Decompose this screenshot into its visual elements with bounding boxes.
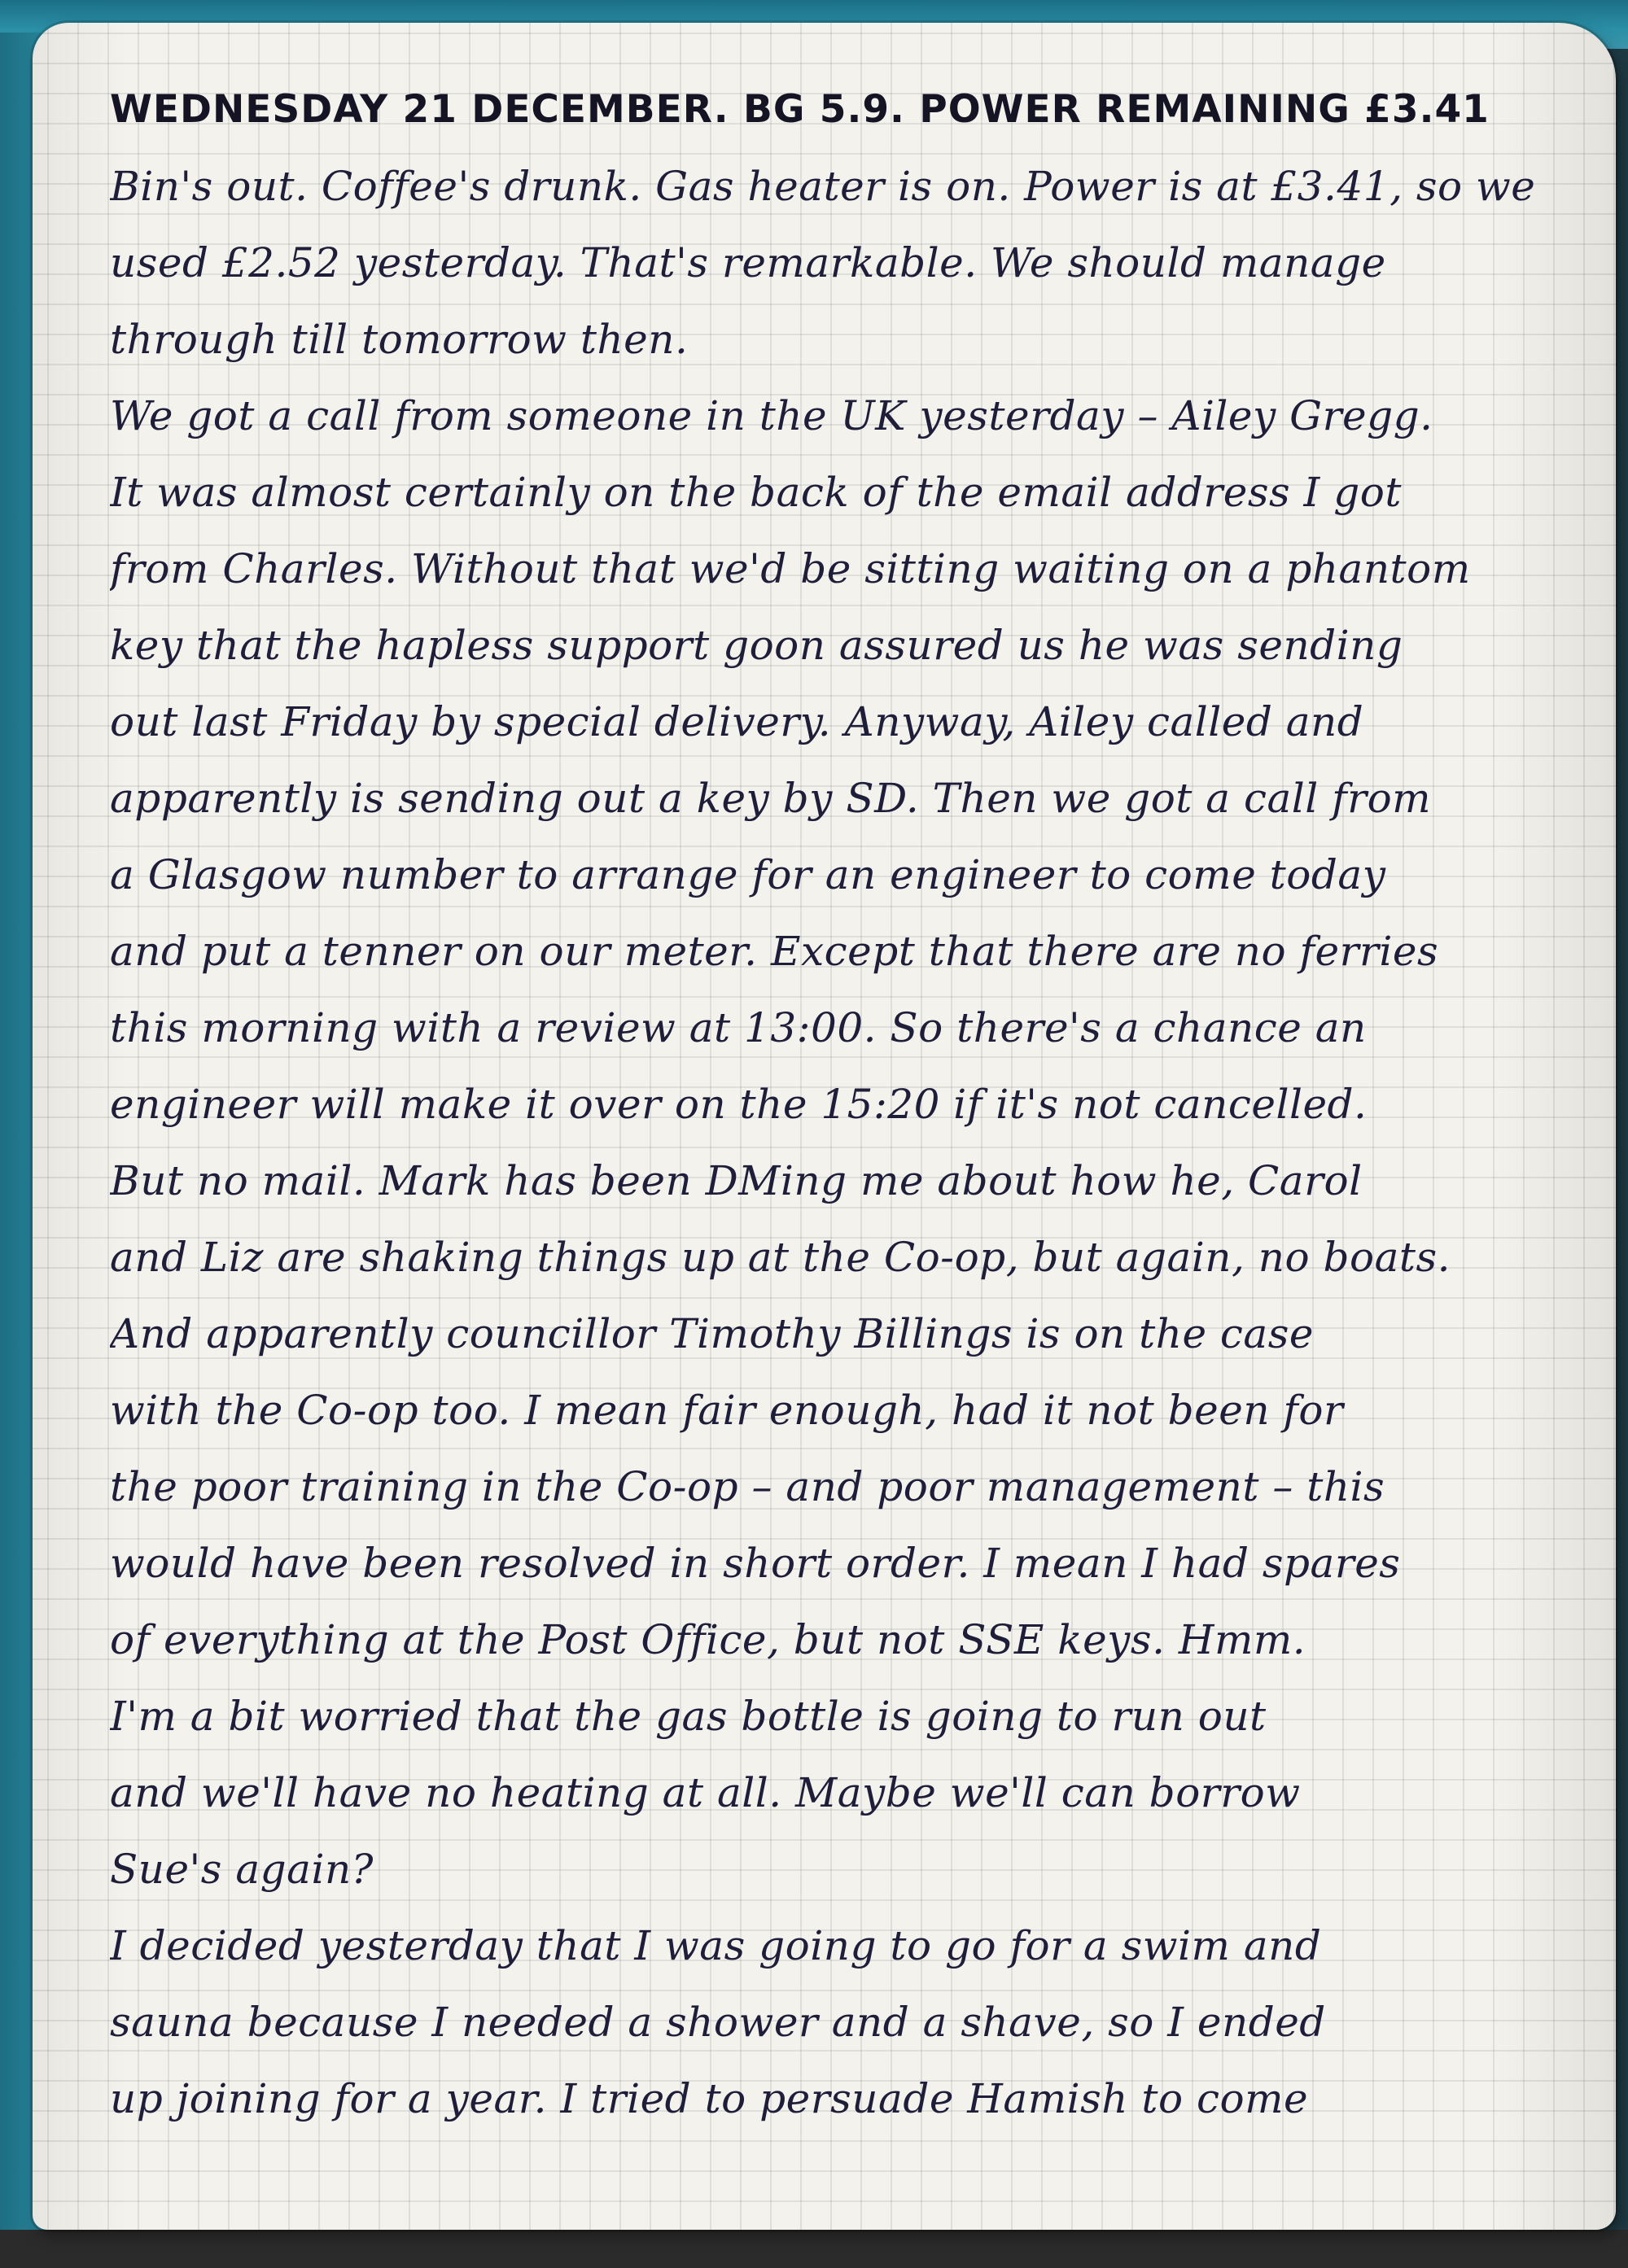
journal-line: apparently is sending out a key by SD. Then we got a call from	[110, 775, 1432, 822]
notebook-page	[33, 23, 1616, 2230]
journal-line: Sue's again?	[110, 1846, 374, 1893]
journal-line: from Charles. Without that we'd be sitting waiting on a phantom	[110, 545, 1471, 592]
journal-entry	[110, 72, 1624, 2137]
journal-line: and put a tenner on our meter. Except that there are no ferries	[110, 928, 1439, 975]
journal-line: used £2.52 yesterday. That's remarkable. We should manage	[110, 239, 1386, 286]
journal-line: this morning with a review at 13:00. So there's a chance an	[110, 1004, 1367, 1051]
journal-line: sauna because I needed a shower and a shave, so I ended	[110, 1999, 1326, 2046]
journal-line: And apparently councillor Timothy Billings is on the case	[110, 1310, 1314, 1357]
journal-line: through till tomorrow then.	[110, 316, 689, 363]
journal-line: with the Co-op too. I mean fair enough, had it not been for	[110, 1387, 1344, 1434]
journal-line: We got a call from someone in the UK yesterday – Ailey Gregg.	[110, 392, 1433, 439]
journal-line: and Liz are shaking things up at the Co-op, but again, no boats.	[110, 1234, 1451, 1281]
journal-line: I'm a bit worried that the gas bottle is going to run out	[110, 1693, 1267, 1740]
journal-line: and we'll have no heating at all. Maybe we'll can borrow	[110, 1769, 1301, 1816]
journal-line: I decided yesterday that I was going to go for a swim and	[110, 1922, 1322, 1969]
journal-line: the poor training in the Co-op – and poor management – this	[110, 1463, 1385, 1510]
journal-line: out last Friday by special delivery. Anyway, Ailey called and	[110, 698, 1364, 745]
journal-line: would have been resolved in short order. I mean I had spares	[110, 1540, 1401, 1587]
journal-line: But no mail. Mark has been DMing me about how he, Carol	[110, 1157, 1363, 1204]
journal-line: engineer will make it over on the 15:20 if it's not cancelled.	[110, 1081, 1368, 1128]
journal-line: It was almost certainly on the back of the email address I got	[110, 469, 1402, 516]
entry-heading: WEDNESDAY 21 DECEMBER. BG 5.9. POWER REMAINING £3.41	[110, 87, 1490, 132]
journal-line: Bin's out. Coffee's drunk. Gas heater is on. Power is at £3.41, so we	[110, 163, 1536, 210]
journal-line: of everything at the Post Office, but not SSE keys. Hmm.	[110, 1616, 1306, 1663]
journal-line: a Glasgow number to arrange for an engineer to come today	[110, 851, 1386, 898]
background-surface-bottom	[0, 2230, 1628, 2268]
journal-line: up joining for a year. I tried to persuade Hamish to come	[110, 2075, 1309, 2122]
journal-line: key that the hapless support goon assured us he was sending	[110, 622, 1403, 669]
